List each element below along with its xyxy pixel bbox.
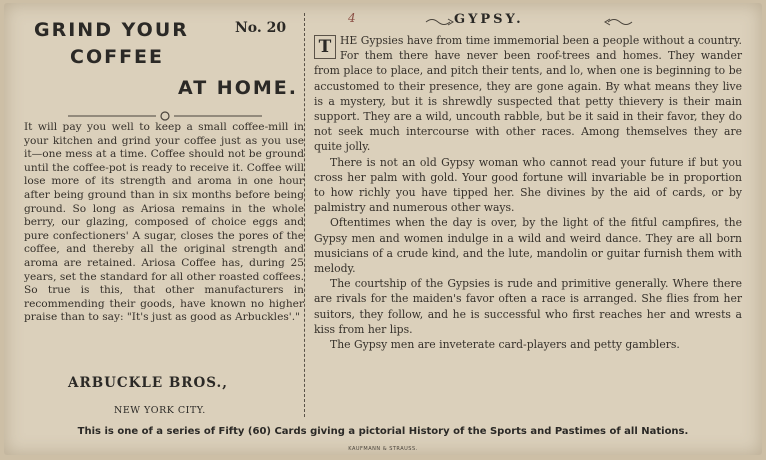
trade-card	[4, 3, 762, 455]
company-name: ARBUCKLE BROS.,	[68, 375, 228, 391]
right-column	[312, 11, 742, 421]
flourish-right-icon	[604, 17, 634, 27]
column-divider	[304, 13, 306, 417]
left-column	[22, 13, 308, 417]
printer-credit: KAUFMANN & STRAUSS.	[348, 446, 418, 452]
gypsy-title: GYPSY.	[454, 12, 524, 27]
coffee-body-text: It will pay you well to keep a small coffee-mill in your kitchen and grind your coffee just as you use it—one mess at a time. Coffee should not be ground until the coffee-pot is ready to receive it. Coffee will lose more of its strength and aroma in one hour after being ground than in six months before being ground. So long as Ariosa remains in the whole berry, our glazing, composed of choice eggs and pure confectioners' A sugar, closes the pores of the coffee, and thereby all the original strength and aroma are retained. Ariosa Coffee has, during 25 years, set the standard for all other roasted coffees. So true is this, that other manufacturers in recommending their goods, have known no higher praise than to say: "It's just as good as Arbuckles'."	[24, 121, 304, 324]
gypsy-title-row	[312, 11, 742, 35]
drop-cap: T	[314, 35, 336, 59]
paragraph-4: The courtship of the Gypsies is rude and primitive generally. Where there are rivals for the maiden's favor often a race is arranged. She flies from her suitors, they follow, and he is successful who first reaches her and wrests a kiss from her lips.	[314, 277, 742, 336]
paragraph-3: Oftentimes when the day is over, by the light of the fitful campfires, the Gypsy men and women indulge in a wild and weird dance. They are all born musicians of a crude kind, and the lute, mandolin or guitar furnish them with melody.	[314, 216, 742, 276]
flourish-left-icon	[424, 17, 454, 27]
card-number: No. 20	[235, 20, 287, 36]
paragraph-2: There is not an old Gypsy woman who cannot read your future if but you cross her palm with gold. Your good fortune will invariable be in proportion to how richly you have tipped her. She divines by the aid of cards, or by palmistry and numerous other ways.	[314, 155, 742, 215]
series-footer: This is one of a series of Fifty (60) Cards giving a pictorial History of the Sports and Pastimes of all Nations.	[77, 426, 689, 437]
title-line-2: COFFEE	[70, 46, 165, 68]
title-line-3: AT HOME.	[178, 77, 298, 99]
title-line-1: GRIND YOUR	[34, 19, 189, 41]
pencil-mark: 4	[348, 11, 356, 25]
company-city: NEW YORK CITY.	[114, 405, 206, 416]
paragraph-1-text: HE Gypsies have from time immemorial been a people without a country. For them there have never been roof-trees and homes. They wander from place to place, and pitch their tents, and lo, when one is beginning to be accustomed to their presence, they are gone again. By what means they live is a mystery, but it is shrewdly suspected that petty thievery is their main support. They are a wild, uncouth rabble, but be it said in their favor, they do not seek much intercourse with other races. Among themselves they are quite jolly.	[314, 34, 742, 154]
paragraph-5: The Gypsy men are inveterate card-players and petty gamblers.	[330, 338, 680, 352]
left-header	[22, 13, 308, 105]
gypsy-body-text	[314, 33, 742, 352]
paragraph-1	[314, 33, 742, 155]
